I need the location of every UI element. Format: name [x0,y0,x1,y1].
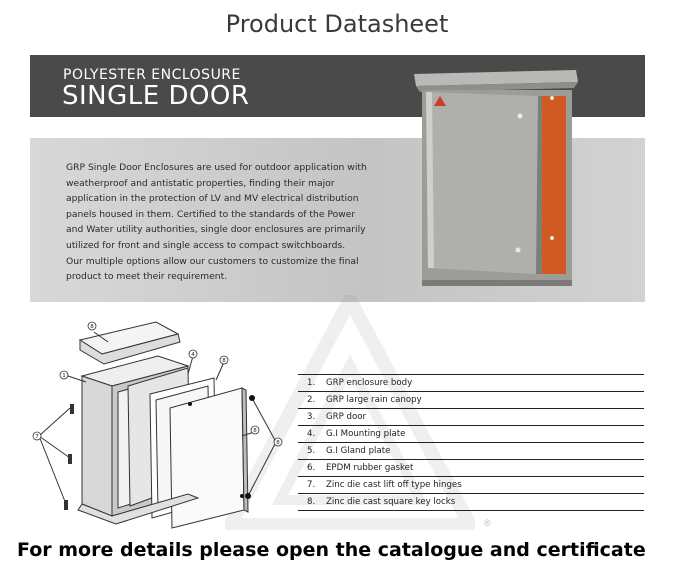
parts-list [298,374,644,511]
banner-title: SINGLE DOOR [62,81,250,111]
photo-door [426,92,538,274]
callout-label: 1 [62,373,66,379]
part-name: Zinc die cast square key locks [326,497,456,507]
registered-mark: ® [484,518,491,528]
part-name: G.I Gland plate [326,446,391,456]
description-line: Our multiple options allow our customers to customize the final [66,255,359,267]
parts-list-row [298,426,644,443]
parts-list-row [298,443,644,460]
banner-subtitle: POLYESTER ENCLOSURE [63,67,241,83]
part-number: 7. [307,480,316,490]
part-number: 6. [307,463,316,473]
callout-label: 8 [253,428,257,434]
description-line: product to meet their requirement. [66,271,228,283]
callout-label: 8 [276,440,280,446]
photo-interior [540,96,566,274]
part-number: 5. [307,446,316,456]
lock-icon [518,114,523,119]
hinge-icon [64,500,68,510]
parts-list-row [298,374,644,392]
parts-list-row [298,477,644,494]
part-number: 3. [307,412,316,422]
part-number: 8. [307,497,316,507]
bolt-icon [550,236,554,240]
exploded-diagram [28,316,298,531]
description-line: GRP Single Door Enclosures are used for outdoor application with [66,162,367,173]
part-name: EPDM rubber gasket [326,463,414,473]
lock-icon [188,402,192,406]
parts-list-row [298,392,644,409]
part-number: 2. [307,395,316,405]
hinge-icon [70,404,74,414]
part-name: G.I Mounting plate [326,429,406,439]
part-name: GRP door [326,412,367,422]
callout-label: 8 [222,358,226,364]
callout-label: 7 [35,434,39,440]
description-line: panels housed in them. Certified to the standards of the Power [66,208,356,220]
parts-list-row [298,409,644,426]
lock-icon [249,395,255,401]
part-name: GRP enclosure body [326,378,413,388]
description-text [66,160,406,285]
lock-icon [240,494,244,498]
description-line: and Water utility authorities, single door enclosures are primarily [66,224,366,236]
enclosure-photo [412,68,582,296]
part-number: 1. [307,378,316,388]
footer-note: For more details please open the catalogue and certificate [17,539,646,561]
callout-label: 4 [191,352,195,358]
parts-list-row [298,494,644,511]
photo-base [422,280,572,286]
callout-label: 8 [90,324,94,330]
part-name: GRP large rain canopy [326,395,422,405]
bolt-icon [550,96,554,100]
description-line: application in the protection of LV and MV electrical distribution [66,193,359,205]
page-title: Product Datasheet [225,10,449,38]
hinge-icon [68,454,72,464]
description-line: weatherproof and antistatic properties, finding their major [66,177,335,189]
lock-icon [245,493,251,499]
parts-list-row [298,460,644,477]
diagram-door [170,388,244,528]
part-name: Zinc die cast lift off type hinges [326,480,462,490]
lock-icon [516,248,521,253]
description-line: utilized for front and single access to compact switchboards. [66,239,346,251]
part-number: 4. [307,429,316,439]
